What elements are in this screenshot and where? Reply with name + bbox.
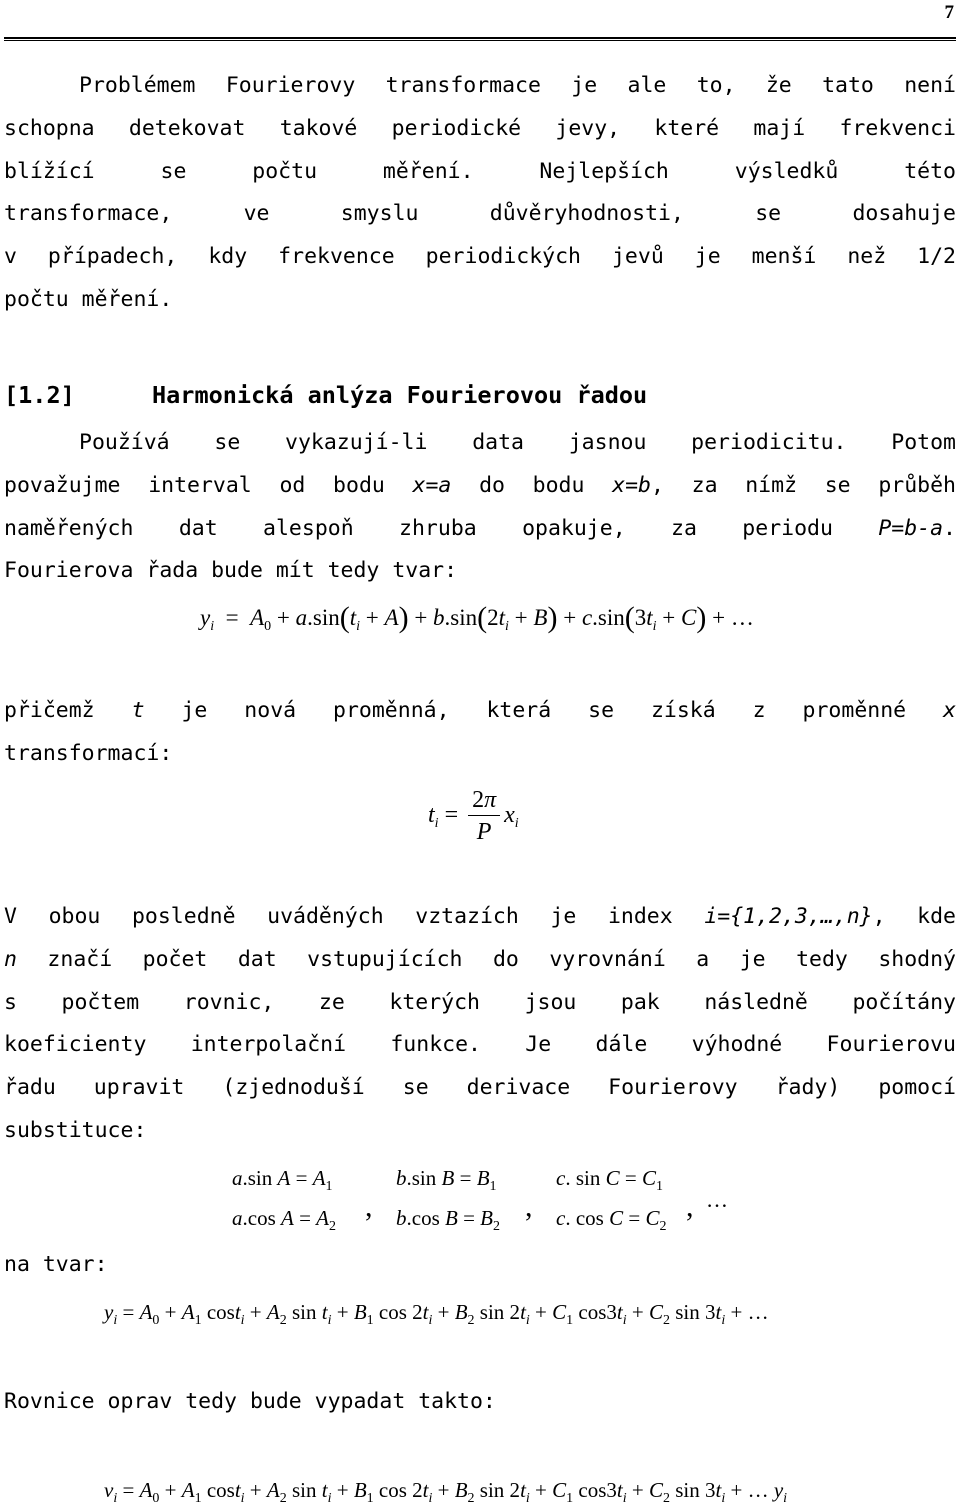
para-line: Problémem Fourierovy transformace je ale to, že tato není <box>79 73 956 98</box>
comma: , <box>525 1190 533 1223</box>
fourier-series-equation: $y_i = A_0 + a.\sin(t_i + A) + b.\sin(2t_i + B) + c.\sin(3t_i + C)$ + … <box>200 601 754 634</box>
var-x-b: x=b <box>612 472 651 498</box>
para-text: transformací: <box>4 740 173 766</box>
var-x-a: x=a <box>412 472 452 498</box>
section-title: Harmonická anlýza Fourierovou řadou <box>152 381 648 409</box>
var-t: t <box>131 698 145 723</box>
para-text: přičemž <box>4 698 132 723</box>
expanded-series-equation: $y_i = A_0 + A_1$ $\cos t_i + A_2$ $\sin t_i + B_1$ $\cos 2t_i + B_2$ $\sin 2t_i + C_1$ $\cos 3t_i + C_2$ $\sin 3t_i$ + … <box>104 1300 769 1328</box>
ellipsis: … <box>706 1187 728 1212</box>
correction-equation: $v_i = A_0 + A_1$ $\cos t_i + A_2$ $\sin t_i + B_1$ $\cos 2t_i + B_2$ $\sin 2t_i + C_1$ $\cos 3t_i + C_2$ $\sin 3t_i$ + … $y_i$ <box>104 1478 788 1506</box>
section-number: [1.2] <box>4 381 75 409</box>
para-text: , kde <box>872 904 956 929</box>
transform-equation: $t_i$ = $\frac{2\pi}{P}$ $x_i$ <box>428 787 519 845</box>
para-line: transformace, ve smyslu důvěryhodnosti, se dosahuje <box>4 201 956 227</box>
para-line: schopna detekovat takové periodické jevy, které mají frekvenci <box>4 115 956 141</box>
page-number: 7 <box>944 2 954 23</box>
para-line: blížící se počtu měření. Nejlepších výsledků této <box>4 158 956 184</box>
index-set: i={1,2,3,…,n} <box>704 904 873 929</box>
substitution-row-sin: c. $\sin C = C_1$ <box>556 1166 663 1194</box>
para-line: v případech, kdy frekvence periodických jevů je menší než 1/2 <box>4 244 956 270</box>
para-text: Rovnice oprav tedy bude vypadat takto: <box>4 1389 496 1414</box>
section-heading <box>4 374 647 416</box>
header-rule <box>4 37 956 41</box>
substitution-row-sin: b.sin $B = B_1$ <box>396 1166 497 1194</box>
para-line: počtu měření. <box>4 286 173 312</box>
var-x: x <box>943 698 956 723</box>
para-text: substituce: <box>4 1117 147 1143</box>
harmonic-paragraph <box>4 422 956 593</box>
comma: , <box>365 1190 373 1223</box>
substitution-row-sin: a.sin $A = A_1$ <box>232 1166 333 1194</box>
var-period: P=b-a <box>878 515 944 541</box>
para-text: řadu upravit (zjednoduší se derivace Fourierovy řady) pomocí <box>4 1075 956 1101</box>
para-text: považujme interval od bodu <box>4 472 413 498</box>
para-text: Fourierova řada bude mít tedy tvar: <box>4 558 458 584</box>
para-text: , za nímž se průběh <box>651 472 956 498</box>
intro-paragraph <box>4 65 956 322</box>
para-text: do bodu <box>451 472 613 498</box>
substitution-row-cos: b.cos $B = B_2$ <box>396 1206 500 1234</box>
substitution-row-cos: a.cos $A = A_2$ <box>232 1206 336 1234</box>
substitution-row-cos: c. $\cos C = C_2$ <box>556 1206 667 1234</box>
para-line: Používá se vykazují-li data jasnou periodicitu. Potom <box>79 430 956 455</box>
substitution-paragraph <box>4 690 956 776</box>
para-text: na tvar: <box>4 1252 108 1277</box>
para-text: . <box>943 515 956 541</box>
na-tvar-line <box>4 1244 956 1287</box>
para-text: značí počet dat vstupujících do vyrovnání a je tedy shodný <box>16 946 956 972</box>
para-text: je nová proměnná, která se získá z proměnné <box>144 698 944 723</box>
rovnice-oprav-line <box>4 1381 956 1424</box>
para-text: koeficienty interpolační funkce. Je dále výhodné Fourierovu <box>4 1032 956 1058</box>
para-text: V obou posledně uváděných vztazích je index <box>4 904 705 929</box>
comma: , <box>686 1190 694 1223</box>
para-text: naměřených dat alespoň zhruba opakuje, za periodu <box>4 515 879 541</box>
index-paragraph <box>4 896 956 1153</box>
var-n: n <box>4 946 17 972</box>
para-text: s počtem rovnic, ze kterých jsou pak následně počítány <box>4 989 956 1015</box>
